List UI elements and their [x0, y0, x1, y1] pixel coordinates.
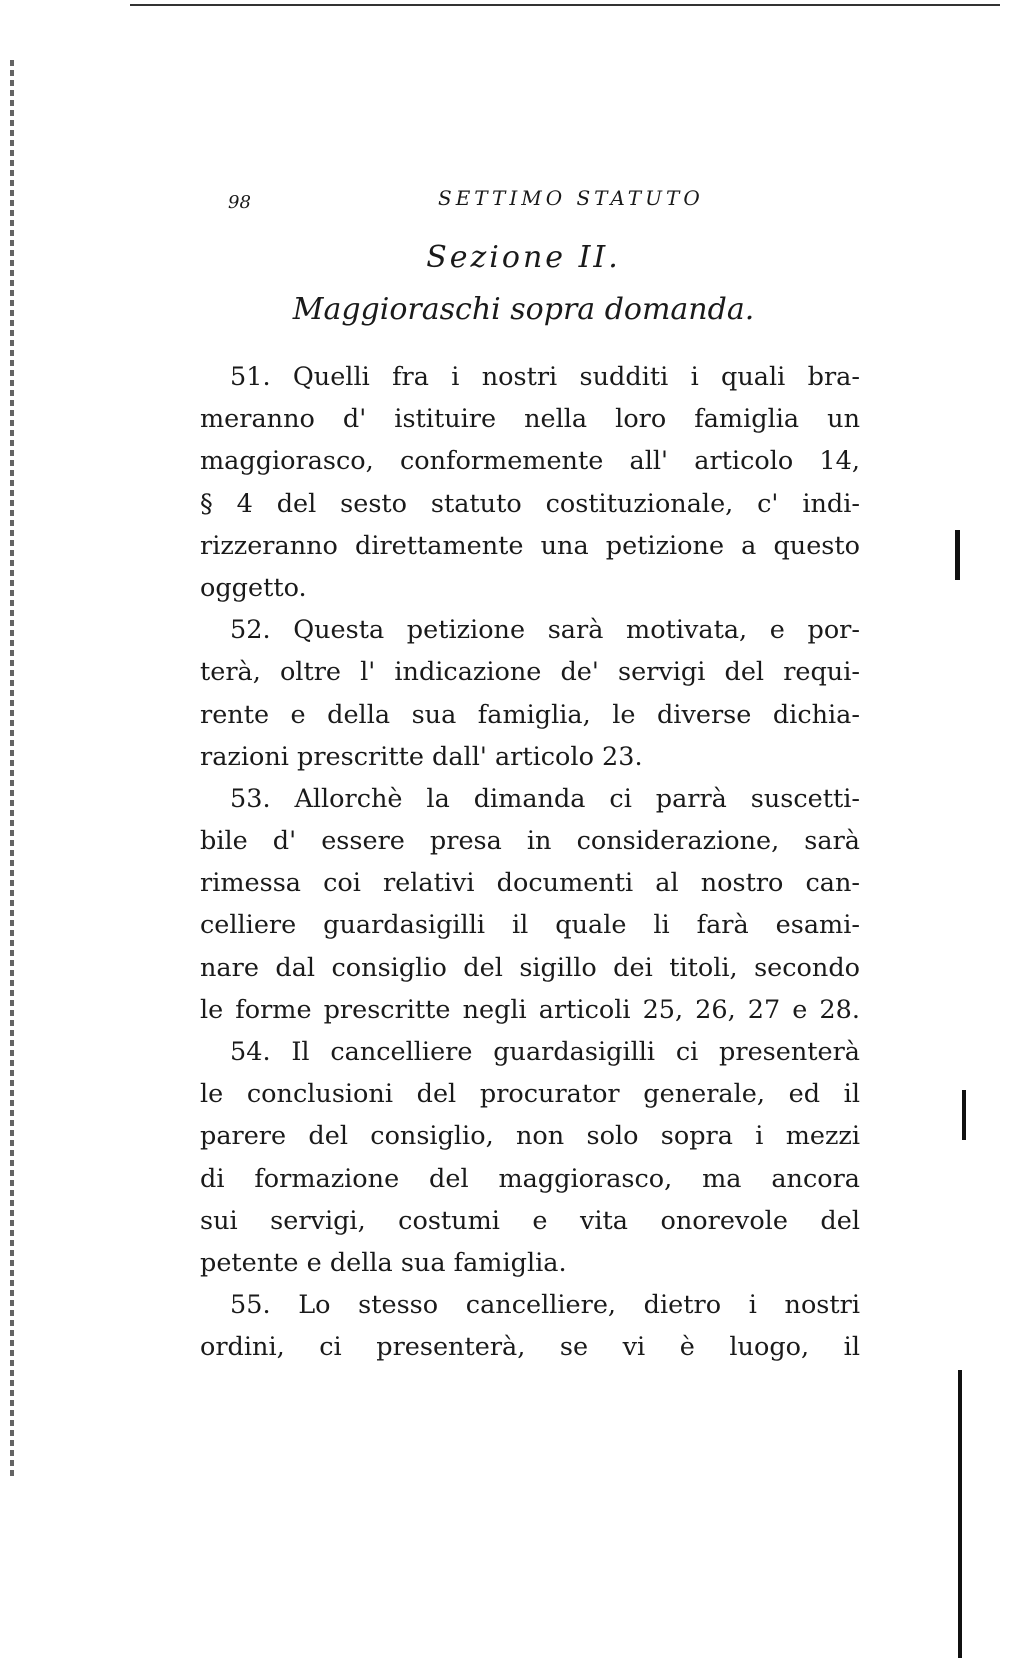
text-line: oggetto.	[200, 572, 307, 603]
text-line: 55. Lo stesso cancelliere, dietro i nostri	[230, 1290, 860, 1321]
text-line: § 4 del sesto statuto costituzionale, c' indi-	[200, 488, 860, 519]
text-line: rimessa coi relativi documenti al nostro can-	[200, 868, 860, 899]
scan-right-edge-mark	[962, 1090, 966, 1140]
scan-top-edge-line	[130, 4, 1000, 6]
text-line: terà, oltre l' indicazione de' servigi del requi-	[200, 657, 860, 688]
running-head	[228, 186, 868, 220]
text-line: parere del consiglio, non solo sopra i mezzi	[200, 1121, 860, 1152]
text-line: sui servigi, costumi e vita onorevole del	[200, 1205, 860, 1236]
page-number: 98	[228, 192, 251, 213]
text-line: meranno d' istituire nella loro famiglia un	[200, 404, 860, 435]
text-line: ordini, ci presenterà, se vi è luogo, il	[200, 1332, 860, 1363]
text-line: rente e della sua famiglia, le diverse dichia-	[200, 699, 860, 730]
text-line: le forme prescritte negli articoli 25, 26, 27 e 28.	[200, 994, 860, 1025]
text-line: le conclusioni del procurator generale, ed il	[200, 1079, 860, 1110]
text-line: 52. Questa petizione sarà motivata, e por-	[230, 615, 860, 646]
text-line: nare dal consiglio del sigillo dei titoli, secondo	[200, 952, 860, 983]
section-title: Sezione II.	[426, 240, 621, 275]
scan-right-edge-mark	[955, 530, 960, 580]
text-line: bile d' essere presa in considerazione, sarà	[200, 826, 860, 857]
text-line: petente e della sua famiglia.	[200, 1247, 567, 1278]
text-line: maggiorasco, conformemente all' articolo 14,	[200, 446, 860, 477]
text-line: celliere guardasigilli il quale li farà esami-	[200, 910, 860, 941]
text-line: di formazione del maggiorasco, ma ancora	[200, 1163, 860, 1194]
section-subtitle: Maggioraschi sopra domanda.	[292, 292, 755, 327]
body-text	[200, 356, 860, 1369]
text-line: 53. Allorchè la dimanda ci parrà suscetti-	[230, 783, 860, 814]
scan-right-edge-mark	[958, 1370, 962, 1658]
text-line: rizzeranno direttamente una petizione a questo	[200, 530, 860, 561]
text-line: 51. Quelli fra i nostri sudditi i quali bra-	[230, 362, 860, 392]
text-line: razioni prescritte dall' articolo 23.	[200, 741, 643, 772]
running-title: SETTIMO STATUTO	[438, 186, 704, 210]
text-line: 54. Il cancelliere guardasigilli ci presenterà	[230, 1037, 860, 1067]
